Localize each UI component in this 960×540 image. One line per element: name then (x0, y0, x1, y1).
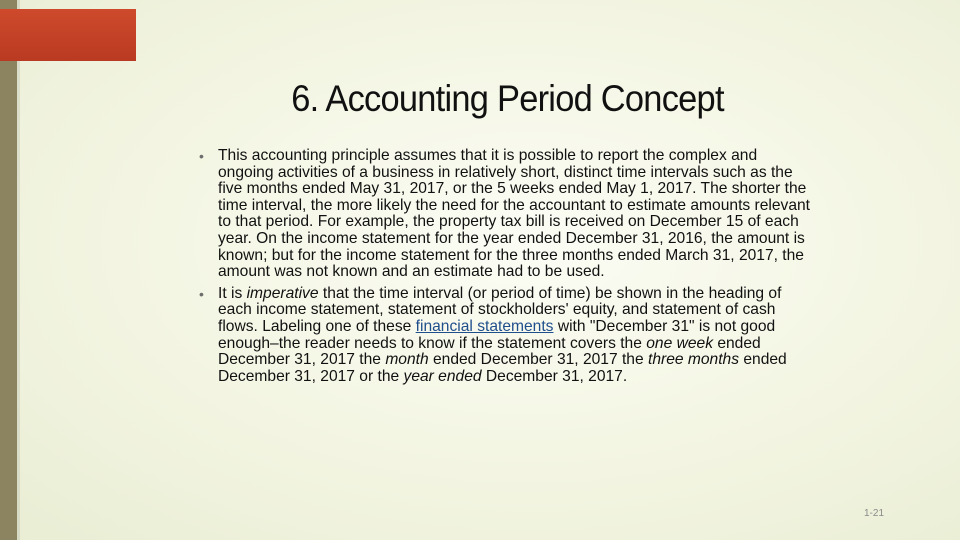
slide-title: 6. Accounting Period Concept (291, 78, 724, 119)
bullet-item (197, 148, 812, 281)
bullet-text-part: December 31, 2017. (481, 367, 628, 385)
bullet-dot-icon: • (199, 285, 204, 302)
emphasis-text: year ended (403, 367, 482, 385)
bullet-item (197, 286, 812, 386)
bullet-text-part: ended December 31, 2017 or the (218, 351, 787, 385)
emphasis-text: three months (648, 351, 740, 369)
bullet-text-part: that the time interval (or period of time) be shown in the heading of each income statement, statement of stockholders' equity, and statement of cash flows. Labeling one of these (218, 284, 782, 335)
bullet-dot-icon: • (199, 148, 204, 164)
financial-statements-link[interactable]: financial statements (415, 317, 554, 335)
bullet-text-part: ended December 31, 2017 the (428, 351, 648, 369)
red-accent-tab (0, 9, 136, 61)
bullet-text: This accounting principle assumes that it is possible to report the complex and ongoing activities of a business in relatively short, distinct time intervals such as the five months ended May 31, 2017, or the 5 weeks ended May 1, 2017. The shorter the time interval, the more likely the need for the accountant to estimate amounts relevant to that period. For example, the property tax bill is received on December 15 of each year. On the income statement for the year ended December 31, 2016, the amount is known; but for the income statement for the three months ended March 31, 2017, the amount was not known and an estimate had to be used. (218, 147, 811, 281)
bullet-text-part: with "December 31" is not good enough–the reader needs to know if the statement covers the (218, 317, 776, 352)
emphasis-text: one week (646, 334, 713, 352)
slide-number: 1-21 (863, 508, 884, 519)
accent-bar-shadow (17, 0, 20, 540)
bullet-list (197, 148, 812, 390)
emphasis-text: month (385, 351, 429, 369)
emphasis-text: imperative (246, 284, 319, 302)
bullet-text-part: ended December 31, 2017 the (218, 334, 761, 369)
left-accent-bar (0, 0, 17, 540)
bullet-text-part: It is (218, 284, 247, 302)
